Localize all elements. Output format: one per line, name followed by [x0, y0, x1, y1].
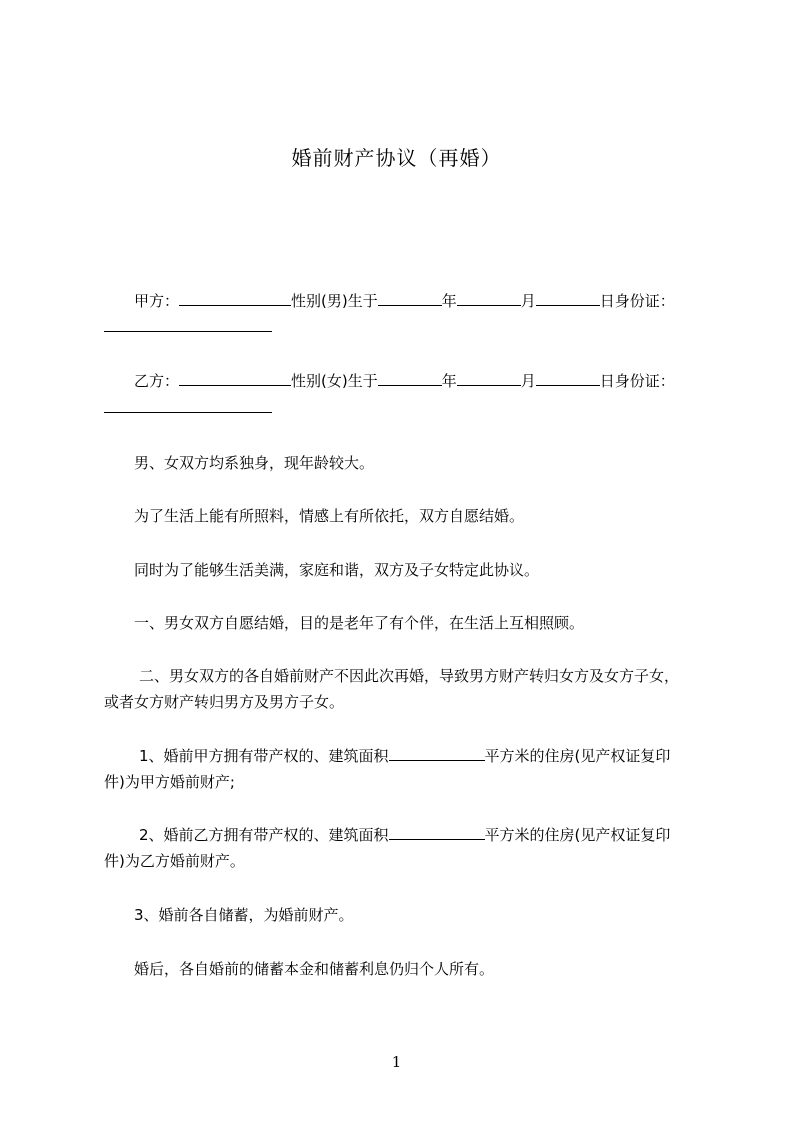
party-a-month-blank [457, 289, 521, 306]
party-a-id-text: 日身份证： [599, 292, 675, 310]
document-title: 婚前财产协议（再婚） [291, 146, 502, 170]
party-b-name-blank [179, 369, 291, 386]
paragraph-post-marriage-savings: 婚后，各自婚前的储蓄本金和储蓄利息仍归个人所有。 [134, 960, 495, 978]
party-a-year-text: 年 [441, 292, 457, 310]
party-a-name-blank [179, 289, 291, 306]
party-b-gender-text: 性别(女)生于 [291, 372, 378, 390]
party-b-month-blank [457, 369, 521, 386]
party-a-id-line [104, 314, 704, 340]
clause-2-1-text-after: 平方米的住房(见产权证复印 [484, 747, 671, 765]
party-b-label: 乙方： [134, 372, 180, 390]
party-a-line [104, 288, 734, 314]
party-b-year-blank [378, 369, 442, 386]
party-b-year-text: 年 [441, 372, 457, 390]
clause-2-1-line-1 [104, 743, 739, 769]
party-b-id-line [104, 395, 704, 421]
party-a-id-blank [104, 315, 272, 332]
party-b-month-text: 月 [520, 372, 536, 390]
clause-2-line-2: 或者女方财产转归男方及男方子女。 [104, 693, 345, 711]
party-a-area-blank [389, 744, 485, 761]
paragraph-single-status: 男、女双方均系独身，现年龄较大。 [134, 454, 375, 472]
party-a-label: 甲方： [134, 292, 180, 310]
clause-2-2-text-after: 平方米的住房(见产权证复印 [484, 826, 671, 844]
party-b-line [104, 368, 734, 394]
page-number: 1 [391, 1053, 402, 1071]
clause-2-1-line-2: 件)为甲方婚前财产; [104, 773, 235, 791]
party-a-year-blank [378, 289, 442, 306]
party-b-day-blank [536, 369, 600, 386]
party-a-month-text: 月 [520, 292, 536, 310]
paragraph-agreement-intent: 同时为了能够生活美满，家庭和谐，双方及子女特定此协议。 [134, 561, 540, 579]
paragraph-marriage-purpose: 为了生活上能有所照料，情感上有所依托，双方自愿结婚。 [134, 507, 525, 525]
clause-2-1-text-before: 1、婚前甲方拥有带产权的、建筑面积 [139, 747, 389, 765]
party-a-day-blank [536, 289, 600, 306]
clause-2-2-line-1 [104, 822, 739, 848]
party-a-gender-text: 性别(男)生于 [291, 292, 378, 310]
clause-2-2-line-2: 件)为乙方婚前财产。 [104, 852, 245, 870]
party-b-area-blank [389, 823, 485, 840]
party-b-id-blank [104, 396, 272, 413]
party-b-id-text: 日身份证： [599, 372, 675, 390]
clause-2-2-text-before: 2、婚前乙方拥有带产权的、建筑面积 [139, 826, 389, 844]
clause-2-line-1: 二、男女双方的各自婚前财产不因此次再婚，导致男方财产转归女方及女方子女， [139, 667, 680, 685]
clause-1: 一、男女双方自愿结婚，目的是老年了有个伴，在生活上互相照顾。 [134, 614, 585, 632]
clause-2-3: 3、婚前各自储蓄，为婚前财产。 [134, 906, 354, 924]
